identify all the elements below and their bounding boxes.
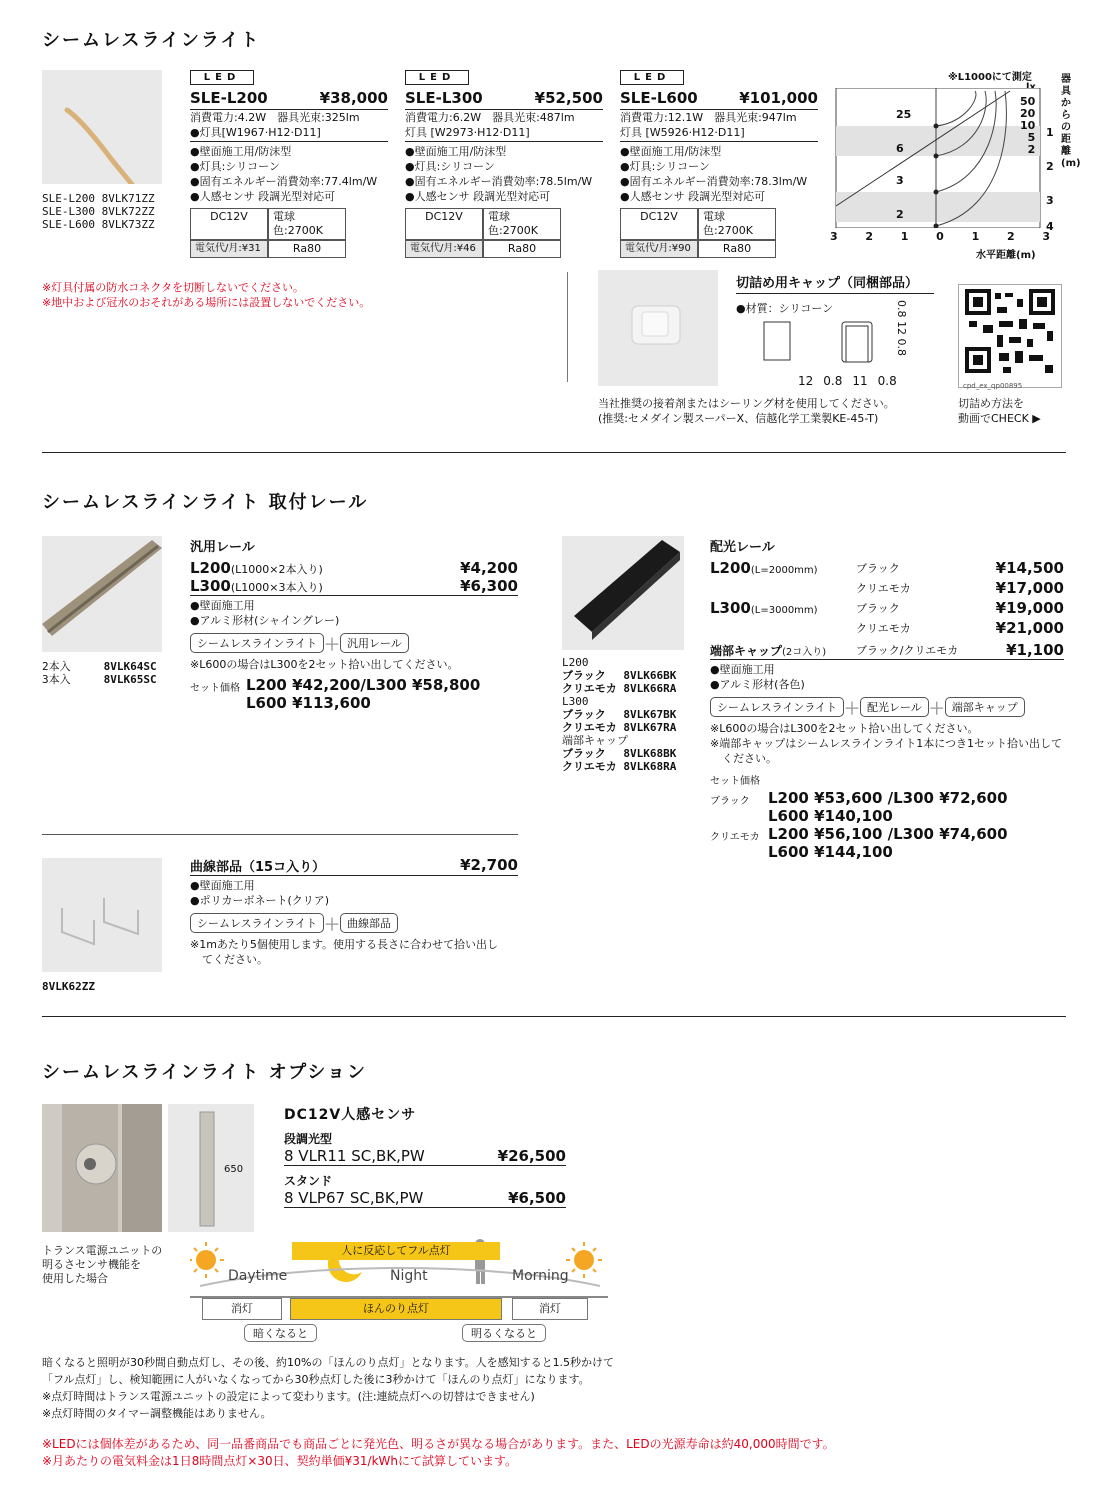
price: ¥17,000 bbox=[995, 579, 1064, 597]
chart-note: ※L1000にて測定 bbox=[948, 72, 1032, 83]
night-label: Night bbox=[390, 1268, 428, 1284]
lux-value: 5 bbox=[1027, 131, 1036, 144]
note-line: 明るさセンサ機能を bbox=[42, 1258, 141, 1271]
right-axis-ticks bbox=[1046, 116, 1054, 218]
feature: ●人感センサ 段調光型対応可 bbox=[405, 190, 551, 203]
ra-value: Ra80 bbox=[698, 240, 776, 258]
section-divider bbox=[42, 452, 1066, 453]
product-codes bbox=[42, 192, 155, 231]
timeline-note bbox=[42, 1244, 162, 1286]
cap-note: (推奨:セメダイン製スーパーX、信越化学工業製KE-45-T) bbox=[598, 412, 879, 425]
feature: ●壁面施工用/防沫型 bbox=[620, 145, 722, 158]
set-color: ブラック bbox=[710, 796, 750, 807]
combo bbox=[190, 632, 518, 655]
color: クリエモカ bbox=[856, 582, 911, 595]
model-name: SLE-L200 bbox=[190, 89, 268, 107]
code-line: L300 bbox=[562, 695, 589, 708]
feature: ●灯具:シリコーン bbox=[620, 160, 710, 173]
plus-icon: ＋ bbox=[324, 915, 341, 934]
chart-inner-label: 2 bbox=[896, 208, 904, 221]
model-card-l200 bbox=[190, 70, 388, 258]
dim: 0.8 bbox=[895, 338, 908, 356]
cap-note: 当社推奨の接着剤またはシーリング材を使用してください。 bbox=[598, 397, 895, 410]
note: ※1mあたり5個使用します。使用する長さに合わせて拾い出し bbox=[190, 938, 499, 951]
code-line: クリエモカ 8VLK67RA bbox=[562, 721, 677, 734]
warnings bbox=[42, 280, 370, 310]
chart-inner-label: 25 bbox=[896, 108, 912, 121]
endcap-note: (2コ入り) bbox=[782, 646, 827, 658]
price: ¥14,500 bbox=[995, 559, 1064, 577]
dim: 12 bbox=[895, 321, 908, 335]
voltage: DC12V bbox=[405, 208, 483, 240]
model-price: ¥38,000 bbox=[319, 89, 388, 107]
tick: 2 bbox=[1006, 230, 1015, 243]
code-label: 3本入 bbox=[42, 673, 71, 686]
code-line: ブラック 8VLK68BK bbox=[562, 747, 677, 760]
code-line: ブラック 8VLK67BK bbox=[562, 708, 677, 721]
price: ¥19,000 bbox=[995, 599, 1064, 617]
sensor-label: スタンド bbox=[284, 1174, 333, 1188]
color: ブラック bbox=[856, 562, 900, 575]
sensor-title: DC12V人感センサ bbox=[284, 1107, 417, 1123]
set-price-black bbox=[710, 789, 1064, 825]
power-spec: 消費電力:12.1W 器具光束:947lm bbox=[620, 111, 797, 124]
desc-line: ※点灯時間のタイマー調整機能はありません。 bbox=[42, 1407, 272, 1420]
plus-icon: ＋ bbox=[844, 699, 861, 718]
monthly-cost: 電気代/月:¥46 bbox=[405, 240, 483, 258]
code-line: L200 bbox=[562, 656, 589, 669]
set-price-mocha bbox=[710, 825, 1064, 861]
ra-value: Ra80 bbox=[268, 240, 346, 258]
feature: ●壁面施工用 bbox=[710, 663, 775, 676]
voltage: DC12V bbox=[620, 208, 698, 240]
tick: 2 bbox=[865, 230, 874, 243]
code-line: クリエモカ 8VLK68RA bbox=[562, 760, 677, 773]
price: ¥6,500 bbox=[508, 1189, 566, 1207]
sensor-timeline bbox=[190, 1238, 608, 1346]
dist-rail-title: 配光レール bbox=[710, 540, 775, 555]
dims-spec: ●灯具[W1967·H12·D11] bbox=[190, 125, 388, 142]
qr-caption-line: 切詰め方法を bbox=[958, 397, 1024, 410]
section-title-rail: シームレスラインライト 取付レール bbox=[42, 492, 369, 513]
led-tag: LED bbox=[190, 70, 254, 85]
code-line: SLE-L600 8VLK73ZZ bbox=[42, 218, 155, 231]
feature: ●ポリカーボネート(クリア) bbox=[190, 894, 330, 907]
full-light-banner: 人に反応してフル点灯 bbox=[292, 1242, 500, 1260]
off-bar: 消灯 bbox=[512, 1298, 588, 1320]
footer-notes bbox=[42, 1436, 835, 1470]
set-label: セット価格 bbox=[710, 776, 760, 787]
spec-box bbox=[190, 208, 388, 258]
tick: 0 bbox=[936, 230, 944, 243]
feature: ●灯具:シリコーン bbox=[405, 160, 495, 173]
size-note: (L=2000mm) bbox=[750, 565, 818, 576]
size-note: (L1000×2本入り) bbox=[230, 563, 323, 576]
code-line: SLE-L200 8VLK71ZZ bbox=[42, 192, 155, 205]
curve-parts-photo bbox=[42, 858, 162, 972]
cap-illustration bbox=[598, 270, 718, 386]
rail-illustration bbox=[42, 536, 162, 652]
price: ¥2,700 bbox=[460, 856, 518, 874]
general-rail-photo bbox=[42, 536, 162, 652]
feature: ●固有エネルギー消費効率:78.3lm/W bbox=[620, 175, 808, 188]
ra-value: Ra80 bbox=[483, 240, 561, 258]
color-temp: 電球色:2700K bbox=[483, 208, 561, 240]
tick: 3 bbox=[1046, 194, 1054, 207]
sensor-model: 8 VLP67 SC,BK,PW bbox=[284, 1189, 424, 1207]
voltage: DC12V bbox=[190, 208, 268, 240]
code-line: クリエモカ 8VLK66RA bbox=[562, 682, 677, 695]
dims-spec: 灯具 [W2973·H12·D11] bbox=[405, 125, 603, 142]
dark-trigger: 暗くなると bbox=[244, 1324, 317, 1342]
feature: ●人感センサ 段調光型対応可 bbox=[190, 190, 336, 203]
sun-icon bbox=[566, 1242, 602, 1278]
tick: 4 bbox=[1046, 220, 1054, 233]
dim: 0.8 bbox=[895, 300, 908, 318]
general-rail-codes bbox=[42, 660, 157, 686]
sensor-label: 段調光型 bbox=[284, 1132, 333, 1146]
dist-rail-photo bbox=[562, 536, 684, 650]
curve-header bbox=[190, 856, 518, 876]
footer-line: ※LEDには個体差があるため、同一品番商品でも商品ごとに発光色、明るさが異なる場合があります。また、LEDの光源寿命は約40,000時間です。 bbox=[42, 1437, 835, 1451]
spec-box bbox=[620, 208, 818, 258]
lux-values bbox=[1020, 96, 1035, 156]
general-rail-title: 汎用レール bbox=[190, 540, 255, 555]
feature: ●固有エネルギー消費効率:77.4lm/W bbox=[190, 175, 378, 188]
code-value: 8VLK64SC bbox=[103, 660, 157, 673]
tick: 2 bbox=[1046, 160, 1054, 173]
sensor-illustration bbox=[42, 1104, 162, 1232]
model-header bbox=[190, 89, 388, 110]
dim: 0.8 bbox=[823, 374, 843, 388]
model-price: ¥101,000 bbox=[739, 89, 818, 107]
combo bbox=[710, 696, 1064, 719]
size: L200 bbox=[710, 559, 751, 577]
size: L200 bbox=[190, 559, 231, 577]
lux-value: 20 bbox=[1020, 107, 1036, 120]
combo-pill: 汎用レール bbox=[340, 633, 409, 653]
cap-notes bbox=[598, 396, 895, 426]
color-temp: 電球色:2700K bbox=[698, 208, 776, 240]
endcap-row bbox=[710, 641, 1064, 660]
dim: 11 bbox=[852, 374, 868, 388]
sensor-description bbox=[42, 1354, 614, 1422]
qr-caption-link[interactable]: 動画でCHECK ▶ bbox=[958, 412, 1041, 425]
model-card-l600 bbox=[620, 70, 818, 258]
model-card-l300 bbox=[405, 70, 603, 258]
model-name: SLE-L300 bbox=[405, 89, 483, 107]
dim: 12 bbox=[798, 374, 814, 388]
combo-pill: シームレスラインライト bbox=[710, 697, 844, 717]
divider bbox=[42, 834, 518, 835]
note: ※端部キャップはシームレスラインライト1本につき1セット拾い出して bbox=[710, 737, 1063, 750]
model-price: ¥52,500 bbox=[534, 89, 603, 107]
qr-caption bbox=[958, 396, 1041, 426]
color: クリエモカ bbox=[856, 622, 911, 635]
set-color: クリエモカ bbox=[710, 832, 760, 843]
combo-pill: 配光レール bbox=[860, 697, 929, 717]
cap-title: 切詰め用キャップ（同梱部品） bbox=[736, 272, 934, 294]
led-tag: LED bbox=[405, 70, 469, 85]
price: ¥4,200 bbox=[460, 559, 518, 577]
code-line: SLE-L300 8VLK72ZZ bbox=[42, 205, 155, 218]
code-label: 2本入 bbox=[42, 660, 71, 673]
dim-bar: ほんのり点灯 bbox=[290, 1298, 502, 1320]
feature: ●壁面施工用/防沫型 bbox=[190, 145, 292, 158]
cap-dims-bottom bbox=[798, 374, 897, 388]
section-title-light: シームレスラインライト bbox=[42, 30, 261, 51]
sensor-model: 8 VLR11 SC,BK,PW bbox=[284, 1147, 425, 1165]
tick: 1 bbox=[900, 230, 909, 243]
right-axis-title: 器具からの距離(m) bbox=[1061, 74, 1081, 169]
feature: ●灯具:シリコーン bbox=[190, 160, 280, 173]
note: ください。 bbox=[722, 752, 777, 765]
bright-trigger: 明るくなると bbox=[462, 1324, 546, 1342]
section-divider bbox=[42, 1016, 1066, 1017]
dist-rail-codes bbox=[562, 656, 676, 773]
plus-icon: ＋ bbox=[324, 635, 341, 654]
note-line: 使用した場合 bbox=[42, 1272, 108, 1285]
size: L300 bbox=[710, 599, 751, 617]
warning-line: ※地中および冠水のおそれがある場所には設置しないでください。 bbox=[42, 296, 371, 309]
combo-pill: シームレスラインライト bbox=[190, 633, 324, 653]
price-row bbox=[190, 577, 518, 596]
x-axis-label: 水平距離(m) bbox=[976, 250, 1036, 261]
note: てください。 bbox=[202, 953, 268, 966]
model-header bbox=[620, 89, 818, 110]
price: ¥21,000 bbox=[995, 619, 1064, 637]
cap-material: ●材質：シリコーン bbox=[736, 302, 834, 315]
desc-line: ※点灯時間はトランス電源ユニットの設定によって変わります。(注:連続点灯への切替はできません) bbox=[42, 1390, 535, 1403]
size-note: (L1000×3本入り) bbox=[230, 581, 323, 594]
feature: ●人感センサ 段調光型対応可 bbox=[620, 190, 766, 203]
price: ¥6,300 bbox=[460, 577, 518, 595]
code-line: ブラック 8VLK66BK bbox=[562, 669, 677, 682]
feature: ●アルミ形材(各色) bbox=[710, 678, 805, 691]
dims-spec: 灯具 [W5926·H12·D11] bbox=[620, 125, 818, 142]
qr-code[interactable] bbox=[958, 284, 1062, 388]
chart-inner-label: 6 bbox=[896, 142, 904, 155]
code-value: 8VLK65SC bbox=[103, 673, 157, 686]
note: ※L600の場合はL300を2セット拾い出してください。 bbox=[710, 722, 979, 735]
product-photo-light bbox=[42, 70, 162, 184]
price: ¥26,500 bbox=[497, 1147, 566, 1165]
color: ブラック bbox=[856, 602, 900, 615]
feature: ●壁面施工用 bbox=[190, 599, 255, 612]
tick: 3 bbox=[830, 230, 838, 243]
chart-plot bbox=[830, 88, 1045, 228]
general-rail-info bbox=[190, 536, 518, 712]
x-ticks bbox=[830, 230, 1050, 243]
size: L300 bbox=[190, 577, 231, 595]
code-line: 端部キャップ bbox=[562, 734, 628, 747]
monthly-cost: 電気代/月:¥31 bbox=[190, 240, 268, 258]
desc-line: 暗くなると照明が30秒間自動点灯し、その後、約10%の「ほんのり点灯」となります。人を感知すると1.5秒かけて bbox=[42, 1356, 615, 1369]
section-title-option: シームレスラインライト オプション bbox=[42, 1062, 368, 1083]
rail-illustration bbox=[562, 536, 684, 650]
set-price bbox=[190, 676, 518, 712]
combo bbox=[190, 912, 518, 935]
morning-label: Morning bbox=[512, 1268, 569, 1284]
dist-price-table bbox=[710, 559, 1064, 637]
power-spec: 消費電力:6.2W 器具光束:487lm bbox=[405, 111, 575, 124]
footer-line: ※月あたりの電気料金は1日8時間点灯×30日、契約単価¥31/kWhにて試算しています。 bbox=[42, 1454, 518, 1468]
set-line: L200 ¥42,200/L300 ¥58,800 bbox=[246, 676, 481, 694]
set-line: L600 ¥140,100 bbox=[768, 807, 893, 825]
color-temp: 電球色:2700K bbox=[268, 208, 346, 240]
dim: 0.8 bbox=[877, 374, 897, 388]
curve-title: 曲線部品（15コ入り） bbox=[190, 860, 326, 875]
tick: 3 bbox=[1042, 230, 1050, 243]
endcap-label: 端部キャップ bbox=[710, 643, 783, 658]
sun-icon bbox=[190, 1242, 224, 1278]
note: ※L600の場合はL300を2セット拾い出してください。 bbox=[190, 658, 459, 671]
light-strip-illustration bbox=[42, 70, 162, 184]
feature: ●壁面施工用/防沫型 bbox=[405, 145, 507, 158]
stand-height: 650 bbox=[224, 1164, 244, 1175]
desc-line: 「フル点灯」し、検知範囲に人がいなくなってから30秒点灯した後に3秒かけて「ほんのり点灯」になります。 bbox=[42, 1373, 590, 1386]
curve-code: 8VLK62ZZ bbox=[42, 980, 95, 993]
tick: 1 bbox=[1046, 126, 1054, 139]
cap-photo bbox=[598, 270, 718, 386]
curve-parts-illustration bbox=[42, 858, 162, 972]
price-row bbox=[190, 559, 518, 577]
daytime-label: Daytime bbox=[228, 1268, 288, 1284]
led-tag: LED bbox=[620, 70, 684, 85]
price: ¥1,100 bbox=[1006, 641, 1064, 659]
note-line: トランス電源ユニットの bbox=[42, 1244, 163, 1257]
lux-value: 10 bbox=[1020, 119, 1036, 132]
dist-rail-info bbox=[710, 536, 1064, 861]
combo-pill: 端部キャップ bbox=[945, 697, 1025, 717]
sensor-photo bbox=[42, 1104, 162, 1232]
color: ブラック/クリエモカ bbox=[856, 644, 959, 657]
size-note: (L=3000mm) bbox=[750, 605, 818, 616]
set-label: セット価格 bbox=[190, 683, 240, 694]
model-header bbox=[405, 89, 603, 110]
set-line: L200 ¥56,100 /L300 ¥74,600 bbox=[768, 825, 1008, 843]
plus-icon: ＋ bbox=[928, 699, 945, 718]
model-name: SLE-L600 bbox=[620, 89, 698, 107]
set-line: L600 ¥144,100 bbox=[768, 843, 893, 861]
combo-pill: シームレスラインライト bbox=[190, 913, 324, 933]
set-line: L600 ¥113,600 bbox=[246, 694, 371, 712]
lux-value: 2 bbox=[1027, 143, 1036, 156]
light-distribution-chart bbox=[830, 68, 1080, 260]
power-spec: 消費電力:4.2W 器具光束:325lm bbox=[190, 111, 360, 124]
lux-value: 50 bbox=[1020, 95, 1036, 108]
sensor-info bbox=[284, 1104, 566, 1208]
off-bar: 消灯 bbox=[202, 1298, 282, 1320]
divider bbox=[567, 272, 568, 382]
tick: 1 bbox=[971, 230, 980, 243]
feature: ●アルミ形材(シャイングレー) bbox=[190, 614, 340, 627]
spec-box bbox=[405, 208, 603, 258]
feature: ●壁面施工用 bbox=[190, 879, 255, 892]
set-line: L200 ¥53,600 /L300 ¥72,600 bbox=[768, 789, 1008, 807]
feature: ●固有エネルギー消費効率:78.5lm/W bbox=[405, 175, 593, 188]
combo-pill: 曲線部品 bbox=[340, 913, 398, 933]
cap-dims-side bbox=[888, 300, 914, 356]
curve-info bbox=[190, 856, 518, 967]
chart-inner-label: 3 bbox=[896, 174, 904, 187]
warning-line: ※灯具付属の防水コネクタを切断しないでください。 bbox=[42, 281, 304, 294]
qr-code-id: cpd_ex_qp00895 bbox=[963, 382, 1023, 390]
sensor-row bbox=[284, 1189, 566, 1208]
sensor-row bbox=[284, 1147, 566, 1166]
qr-icon bbox=[959, 285, 1061, 379]
monthly-cost: 電気代/月:¥90 bbox=[620, 240, 698, 258]
